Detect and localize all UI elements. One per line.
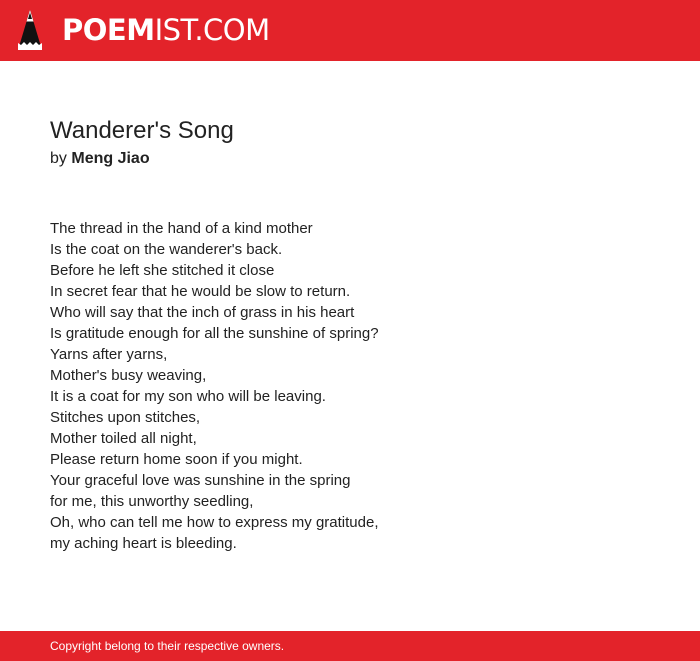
- byline-prefix: by: [50, 150, 67, 167]
- poem-line: for me, this unworthy seedling,: [50, 493, 254, 510]
- poem-line: Stitches upon stitches,: [50, 409, 201, 426]
- poem-body: [50, 218, 379, 554]
- copyright-text: Copyright belong to their respective owners.: [50, 639, 285, 653]
- poem-line: Mother's busy weaving,: [50, 367, 207, 384]
- logo-bold-text: POEM: [62, 13, 155, 47]
- site-logo[interactable]: [62, 12, 270, 48]
- logo-light-text: IST.COM: [154, 13, 270, 47]
- poem-line: Is the coat on the wanderer's back.: [50, 241, 283, 258]
- site-header: [0, 0, 700, 61]
- poem-line: Who will say that the inch of grass in his heart: [50, 304, 355, 321]
- pencil-tip-icon[interactable]: [18, 10, 42, 52]
- poem-title: Wanderer's Song: [50, 117, 234, 144]
- poem-line: The thread in the hand of a kind mother: [50, 220, 313, 237]
- poem-line: Oh, who can tell me how to express my gratitude,: [50, 514, 379, 531]
- poem-line: Please return home soon if you might.: [50, 451, 303, 468]
- poem-line: Yarns after yarns,: [50, 346, 168, 363]
- poem-line: Before he left she stitched it close: [50, 262, 275, 279]
- poem-byline: [50, 149, 150, 169]
- poem-line: Your graceful love was sunshine in the spring: [50, 472, 351, 489]
- poem-author: Meng Jiao: [71, 150, 150, 167]
- poem-line: Is gratitude enough for all the sunshine of spring?: [50, 325, 379, 342]
- poem-line: In secret fear that he would be slow to return.: [50, 283, 351, 300]
- poem-line: my aching heart is bleeding.: [50, 535, 237, 552]
- site-footer: [0, 631, 700, 661]
- poem-line: It is a coat for my son who will be leaving.: [50, 388, 326, 405]
- poem-line: Mother toiled all night,: [50, 430, 197, 447]
